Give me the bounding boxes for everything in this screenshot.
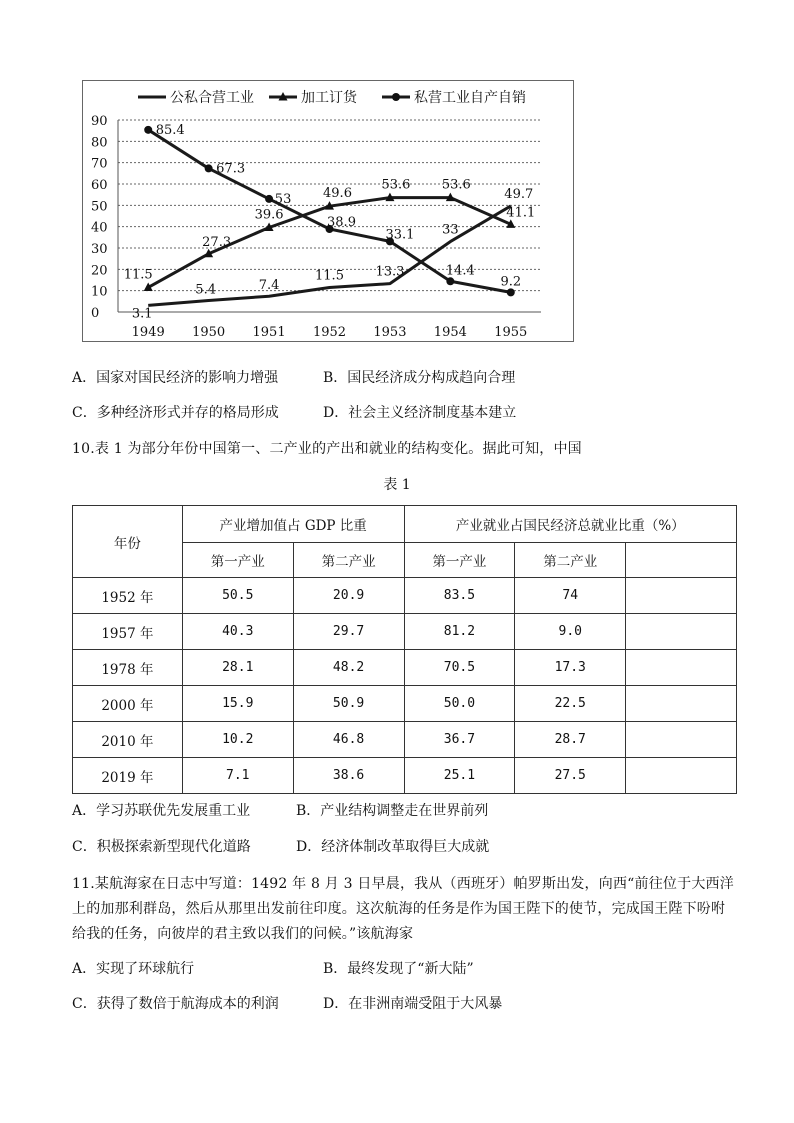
value-cell: 28.1 — [182, 650, 293, 686]
value-cell: 40.3 — [182, 614, 293, 650]
x-tick-label: 1952 — [312, 325, 347, 340]
sub-header: 第二产业 — [293, 543, 404, 578]
data-point-circle — [205, 164, 213, 172]
q11-option-a[interactable]: A．实现了环球航行 — [72, 961, 195, 977]
table-row — [73, 614, 737, 650]
value-cell: 9.0 — [515, 614, 626, 650]
value-cell: 7.1 — [182, 758, 293, 794]
x-tick-label: 1954 — [433, 325, 467, 340]
year-cell: 1957 年 — [73, 614, 183, 650]
empty-cell — [626, 614, 737, 650]
data-point-circle — [265, 195, 273, 203]
data-label: 11.5 — [123, 267, 153, 283]
value-cell: 29.7 — [293, 614, 404, 650]
x-tick-label: 1950 — [192, 325, 226, 340]
value-cell: 36.7 — [404, 722, 515, 758]
value-cell: 28.7 — [515, 722, 626, 758]
value-cell: 15.9 — [182, 686, 293, 722]
x-tick-label: 1955 — [494, 325, 528, 340]
q9-option-b[interactable]: B．国民经济成分构成趋向合理 — [323, 370, 516, 386]
value-cell: 48.2 — [293, 650, 404, 686]
y-tick-label: 70 — [91, 156, 108, 172]
empty-cell — [626, 722, 737, 758]
y-tick-label: 90 — [91, 114, 108, 129]
y-tick-label: 30 — [91, 242, 108, 257]
year-cell: 1978 年 — [73, 650, 183, 686]
value-cell: 27.5 — [515, 758, 626, 794]
value-cell: 17.3 — [515, 650, 626, 686]
value-cell: 38.6 — [293, 758, 404, 794]
value-cell: 74 — [515, 578, 626, 614]
data-label: 33 — [442, 222, 459, 238]
data-label: 9.2 — [500, 274, 522, 290]
y-tick-label: 20 — [91, 263, 108, 279]
y-tick-label: 50 — [91, 199, 108, 215]
q9-option-d[interactable]: D．社会主义经济制度基本建立 — [323, 405, 517, 421]
data-label: 27.3 — [202, 234, 232, 250]
sub-header: 第一产业 — [182, 543, 293, 578]
q10-option-b[interactable]: B．产业结构调整走在世界前列 — [296, 803, 489, 819]
value-cell: 10.2 — [182, 722, 293, 758]
x-tick-label: 1951 — [252, 325, 286, 340]
q11-stem-line-3: 给我的任务，向彼岸的君主致以我们的问候。”该航海家 — [72, 926, 414, 942]
value-cell: 83.5 — [404, 578, 515, 614]
data-point-circle — [507, 288, 515, 296]
data-point-circle — [144, 126, 152, 134]
y-tick-label: 0 — [91, 306, 100, 321]
table-row — [73, 578, 737, 614]
sub-header — [626, 543, 737, 578]
q10-option-a[interactable]: A．学习苏联优先发展重工业 — [72, 803, 251, 819]
q11-option-b[interactable]: B．最终发现了“新大陆” — [323, 961, 474, 977]
q11-option-c[interactable]: C．获得了数倍于航海成本的利润 — [72, 996, 279, 1012]
value-cell: 70.5 — [404, 650, 515, 686]
legend-label: 加工订货 — [301, 90, 357, 106]
table-row — [73, 650, 737, 686]
data-label: 13.3 — [375, 264, 405, 280]
chart-svg — [82, 80, 574, 342]
data-label: 14.4 — [445, 263, 475, 279]
q9-option-c[interactable]: C．多种经济形式并存的格局形成 — [72, 405, 279, 421]
q10-stem: 10.表 1 为部分年份中国第一、二产业的产出和就业的结构变化。据此可知，中国 — [72, 441, 582, 457]
value-cell: 50.9 — [293, 686, 404, 722]
data-label: 38.9 — [327, 215, 356, 231]
gdp-group-header: 产业增加值占 GDP 比重 — [182, 506, 404, 543]
y-tick-label: 60 — [91, 178, 108, 193]
data-label: 11.5 — [315, 268, 344, 284]
sub-header: 第二产业 — [515, 543, 626, 578]
q10-option-c[interactable]: C．积极探索新型现代化道路 — [72, 839, 251, 855]
data-label: 53 — [274, 191, 292, 207]
data-label: 67.3 — [216, 161, 246, 177]
data-label: 3.1 — [131, 306, 153, 322]
data-label: 53.6 — [441, 177, 471, 193]
year-cell: 2010 年 — [73, 722, 183, 758]
data-label: 53.6 — [381, 177, 411, 193]
value-cell: 20.9 — [293, 578, 404, 614]
year-header: 年份 — [73, 506, 183, 578]
empty-cell — [626, 578, 737, 614]
value-cell: 50.5 — [182, 578, 293, 614]
data-label: 33.1 — [385, 227, 415, 243]
data-label: 39.6 — [254, 207, 284, 223]
year-cell: 2000 年 — [73, 686, 183, 722]
value-cell: 81.2 — [404, 614, 515, 650]
q10-option-d[interactable]: D．经济体制改革取得巨大成就 — [296, 839, 490, 855]
legend-label: 私营工业自产自销 — [414, 90, 526, 106]
table-caption: 表 1 — [383, 477, 411, 493]
q11-stem-line-2: 上的加那利群岛，然后从那里出发前往印度。这次航海的任务是作为国王陛下的使节，完成国王陛下吩咐 — [72, 901, 726, 917]
line-chart — [82, 80, 574, 342]
year-cell: 2019 年 — [73, 758, 183, 794]
sub-header: 第一产业 — [404, 543, 515, 578]
year-cell: 1952 年 — [73, 578, 183, 614]
table-row — [73, 758, 737, 794]
y-tick-label: 40 — [91, 220, 108, 236]
y-tick-label: 80 — [91, 135, 108, 151]
empty-cell — [626, 650, 737, 686]
q11-option-d[interactable]: D．在非洲南端受阻于大风暴 — [323, 996, 503, 1012]
table-row — [73, 686, 737, 722]
table-row — [73, 722, 737, 758]
empty-cell — [626, 686, 737, 722]
value-cell: 25.1 — [404, 758, 515, 794]
y-tick-label: 10 — [91, 284, 108, 300]
industry-table — [72, 505, 737, 794]
value-cell: 22.5 — [515, 686, 626, 722]
data-label: 49.7 — [504, 186, 534, 202]
x-tick-label: 1949 — [131, 325, 165, 340]
empty-cell — [626, 758, 737, 794]
q11-stem-line-1: 11.某航海家在日志中写道：1492 年 8 月 3 日早晨，我从（西班牙）帕罗斯出发，向西“前往位于大西洋 — [72, 876, 734, 892]
data-point-circle — [446, 277, 454, 285]
data-label: 5.4 — [195, 282, 216, 298]
legend-marker — [392, 93, 400, 101]
legend-label: 公私合营工业 — [170, 90, 254, 106]
data-label: 7.4 — [258, 278, 280, 294]
q9-option-a[interactable]: A．国家对国民经济的影响力增强 — [72, 370, 279, 386]
data-label: 85.4 — [155, 122, 185, 138]
value-cell: 50.0 — [404, 686, 515, 722]
value-cell: 46.8 — [293, 722, 404, 758]
x-tick-label: 1953 — [373, 325, 407, 340]
employment-group-header: 产业就业占国民经济总就业比重（%） — [404, 506, 737, 543]
data-label: 41.1 — [506, 205, 536, 221]
data-label: 49.6 — [323, 186, 352, 202]
